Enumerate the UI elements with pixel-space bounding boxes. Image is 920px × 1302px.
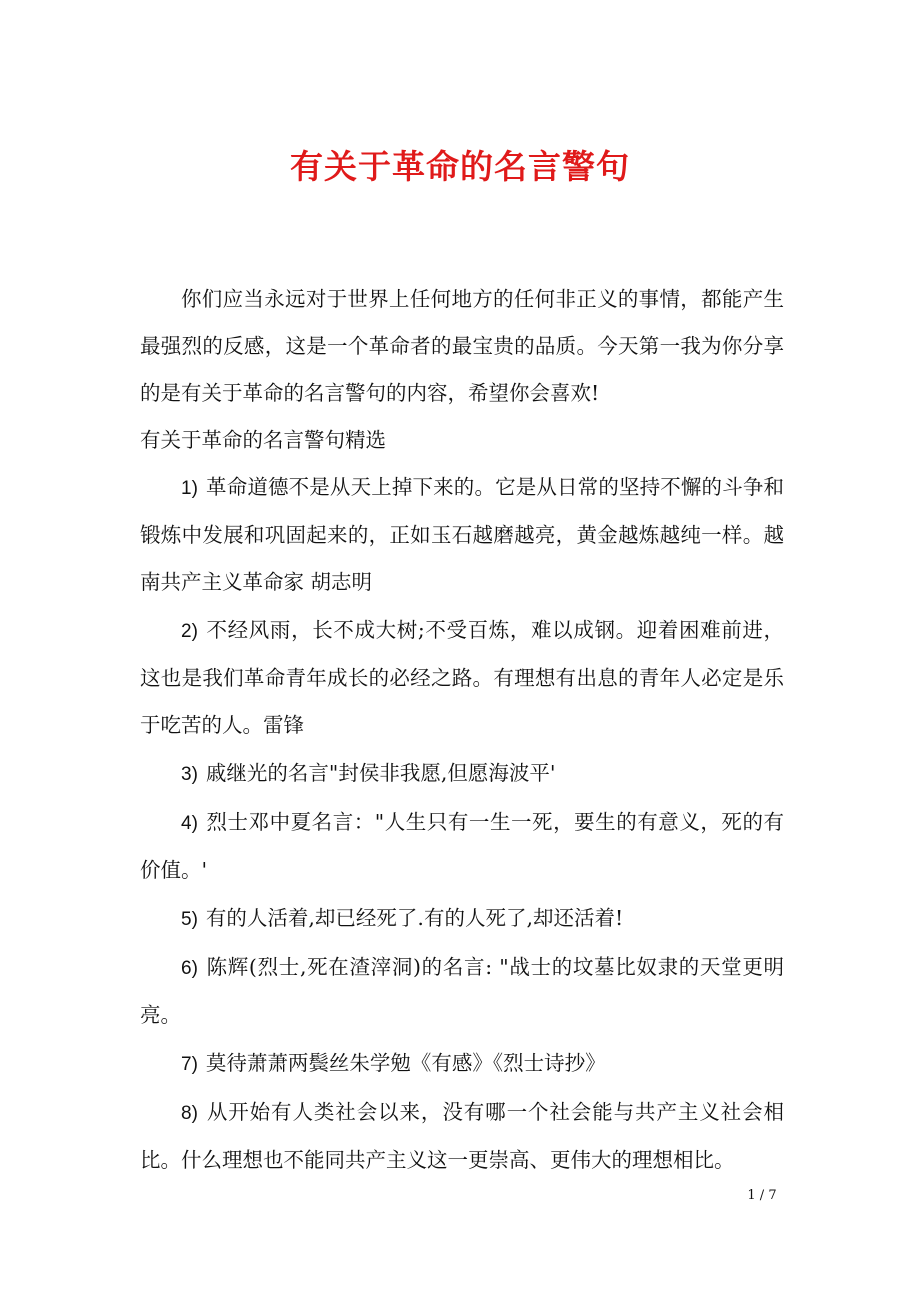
item-number: 1) xyxy=(181,478,198,499)
page-number: 1 / 7 xyxy=(747,1188,777,1203)
item-text: 不经风雨，长不成大树;不受百炼，难以成钢。迎着困难前进，这也是我们革命青年成长的必经之路。有理想有出息的青年人必定是乐于吃苦的人。雷锋 xyxy=(140,618,784,737)
item-text: 革命道德不是从天上掉下来的。它是从日常的坚持不懈的斗争和锻炼中发展和巩固起来的，正如玉石越磨越亮，黄金越炼越纯一样。越南共产主义革命家 胡志明 xyxy=(140,475,784,594)
list-item xyxy=(140,1040,784,1088)
item-number: 6) xyxy=(181,958,198,979)
item-text: 戚继光的名言"封侯非我愿,但愿海波平' xyxy=(205,761,556,785)
list-item xyxy=(140,607,784,749)
list-item xyxy=(140,464,784,606)
item-text: 莫待萧萧两鬓丝朱学勉《有感》《烈士诗抄》 xyxy=(205,1051,606,1075)
item-text: 烈士邓中夏名言："人生只有一生一死，要生的有意义，死的有价值。' xyxy=(140,810,784,882)
list-item xyxy=(140,944,784,1039)
section-heading: 有关于革命的名言警句精选 xyxy=(140,428,386,452)
item-text: 陈辉(烈士,死在渣滓洞)的名言: "战士的坟墓比奴隶的天堂更明亮。 xyxy=(140,955,784,1027)
item-number: 8) xyxy=(181,1103,198,1124)
item-text: 从开始有人类社会以来，没有哪一个社会能与共产主义社会相比。什么理想也不能同共产主义这一更崇高、更伟大的理想相比。 xyxy=(140,1100,784,1172)
item-number: 4) xyxy=(181,813,198,834)
item-number: 3) xyxy=(181,764,198,785)
item-number: 5) xyxy=(181,909,198,930)
list-item xyxy=(140,799,784,894)
item-number: 7) xyxy=(181,1054,198,1075)
item-text: 有的人活着,却已经死了.有的人死了,却还活着! xyxy=(205,906,624,930)
list-item xyxy=(140,895,784,943)
item-number: 2) xyxy=(181,621,198,642)
list-item xyxy=(140,1089,784,1184)
page-title: 有关于革命的名言警句 xyxy=(290,147,630,186)
list-item xyxy=(140,750,784,798)
document-body xyxy=(140,276,784,1184)
intro-paragraph: 你们应当永远对于世界上任何地方的任何非正义的事情，都能产生最强烈的反感，这是一个革命者的最宝贵的品质。今天第一我为你分享的是有关于革命的名言警句的内容，希望你会喜欢! xyxy=(140,287,784,405)
